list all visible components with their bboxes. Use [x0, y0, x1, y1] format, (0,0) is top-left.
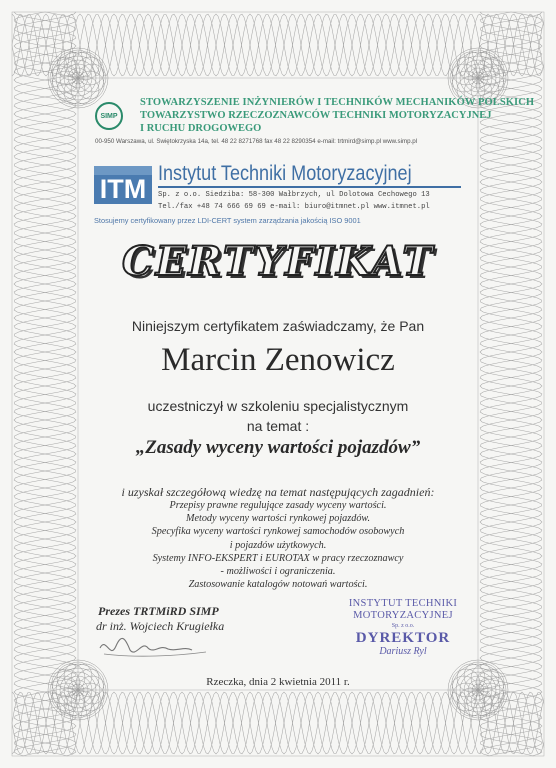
- simp-name-line2: TOWARZYSTWO RZECZOZNAWCÓW TECHNIKI MOTORYZACYJNEJ: [140, 110, 492, 121]
- subject-item: - możliwości i ograniczenia.: [220, 566, 336, 578]
- on-topic-text: na temat :: [246, 418, 310, 434]
- training-topic: „Zasady wyceny wartości pojazdów”: [135, 437, 421, 458]
- details-intro: i uzyskał szczegółową wiedzę na temat następujących zagadnień:: [121, 485, 435, 499]
- subject-item: i pojazdów użytkowych.: [229, 539, 327, 551]
- itm-logo-text: ITM: [99, 174, 147, 204]
- issue-date: Rzeczka, dnia 2 kwietnia 2011 r.: [206, 676, 350, 688]
- subject-item: Specyfika wyceny wartości rynkowej samochodów osobowych: [151, 526, 405, 538]
- simp-logo: SIMP: [95, 102, 123, 130]
- subject-item: Zastosowanie katalogów notowań wartości.: [188, 579, 368, 591]
- stamp-line3: Sp. z o.o.: [391, 623, 415, 629]
- stamp-line1: INSTYTUT TECHNIKI: [348, 598, 458, 609]
- director-stamp: [338, 598, 468, 658]
- simp-address: 00-950 Warszawa, ul. Świętokrzyska 14a, tel. 48 22 8271768 fax 48 22 8290354 e-mail: trtmird@simp.pl www.simp.pl: [95, 138, 418, 145]
- itm-divider: [158, 186, 461, 188]
- itm-title: Instytut Techniki Motoryzacyjnej: [158, 162, 412, 185]
- signatory-name: dr inż. Wojciech Krugiełka: [96, 619, 225, 633]
- stamp-line5: Dariusz Ryl: [379, 646, 427, 657]
- subject-item: Przepisy prawne regulujące zasady wyceny wartości.: [169, 500, 387, 511]
- stamp-line2: MOTORYZACYJNEJ: [353, 610, 453, 621]
- recipient-name: Marcin Zenowicz: [161, 342, 395, 378]
- subject-item: Metody wyceny wartości rynkowej pojazdów.: [186, 513, 370, 525]
- itm-address-line1: Sp. z o.o. Siedziba: 58-300 Wałbrzych, ul Dolotowa Cechowego 13: [158, 191, 430, 199]
- stamp-line4: DYREKTOR: [355, 630, 451, 646]
- participation-text: uczestniczył w szkoleniu specjalistycznym: [147, 398, 409, 414]
- itm-iso-note: Stosujemy certyfikowany przez LDI-CERT system zarządzania jakością ISO 9001: [94, 216, 361, 225]
- itm-address-line2: Tel./fax +48 74 666 69 69 e-mail: biuro@itmnet.pl www.itmnet.pl: [158, 203, 430, 211]
- subjects-list: [80, 499, 476, 591]
- subject-item: Systemy INFO-EKSPERT i EUROTAX w pracy rzeczoznawcy: [152, 552, 404, 564]
- simp-name-line1: STOWARZYSZENIE INŻYNIERÓW I TECHNIKÓW MECHANIKÓW POLSKICH: [140, 97, 535, 108]
- itm-logo: [94, 166, 152, 204]
- handwritten-signature: [96, 632, 246, 662]
- signatory-title: Prezes TRTMiRD SIMP: [98, 604, 219, 618]
- certificate-title: CERTYFIKAT: [121, 238, 435, 285]
- certificate-intro: Niniejszym certyfikatem zaświadczamy, że Pan: [131, 318, 425, 334]
- simp-name-line3: I RUCHU DROGOWEGO: [140, 123, 262, 134]
